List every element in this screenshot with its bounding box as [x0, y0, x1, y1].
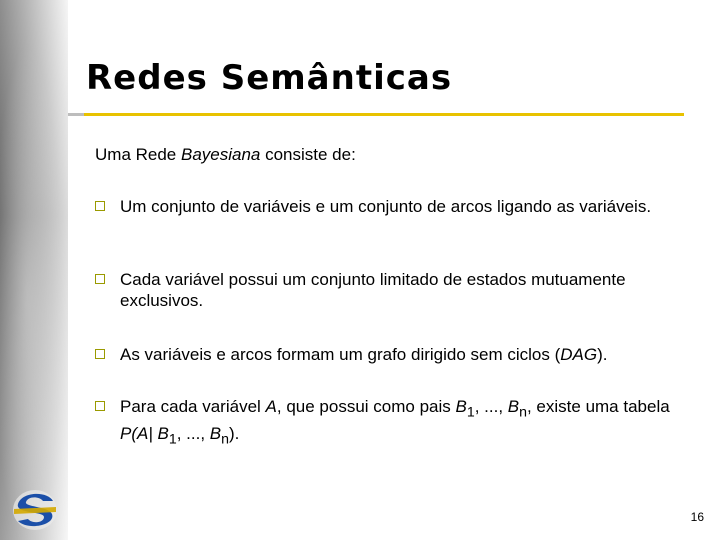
- strip-shade: [0, 0, 68, 540]
- bullet-4-part-2: , que possui como pais: [276, 397, 456, 416]
- slide-title: Redes Semânticas: [86, 58, 453, 98]
- bullet-3-dag: DAG: [560, 345, 598, 364]
- intro-before: Uma Rede: [95, 145, 181, 164]
- bullet-4-sub-1-2: 1: [168, 431, 177, 448]
- bullet-4-ellipsis-2: , ...,: [176, 424, 210, 444]
- bullet-4-var-b1: B: [455, 397, 467, 416]
- square-bullet-icon: [95, 401, 105, 411]
- bullet-4-var-bn: B: [507, 397, 520, 416]
- square-bullet-icon: [95, 349, 105, 359]
- bullet-4-var-bn-2: B: [209, 424, 222, 444]
- bullet-3-part-2: ).: [597, 345, 608, 364]
- square-bullet-icon: [95, 201, 105, 211]
- bullet-3-part-1: As variáveis e arcos formam um grafo dirigido sem ciclos (: [120, 345, 561, 364]
- bullet-4-part-3: , existe uma tabela: [526, 397, 670, 416]
- bullet-4-sub-n-2: n: [221, 431, 229, 448]
- intro-after: consiste de:: [260, 145, 356, 164]
- title-underline-left: [68, 113, 84, 116]
- intro-text: [95, 145, 356, 165]
- bullet-4-var-a: A: [265, 397, 277, 416]
- bullet-4-var-b1-2: B: [157, 424, 169, 444]
- left-decorative-strip: [0, 0, 68, 540]
- bullet-4-sub-1: 1: [466, 404, 475, 421]
- bullet-text-4: [120, 396, 700, 451]
- stylized-s-logo-icon: [8, 487, 62, 533]
- bullet-4-sub-n: n: [519, 404, 527, 421]
- bullet-text-2: Cada variável possui um conjunto limitado de estados mutuamente exclusivos.: [120, 270, 626, 310]
- bullet-text-3: [120, 344, 700, 365]
- page-number: 16: [690, 510, 704, 524]
- bullet-4-ellipsis: , ...,: [474, 397, 508, 416]
- title-underline: [84, 113, 684, 116]
- bullet-4-part-1: Para cada variável: [120, 397, 266, 416]
- intro-italic: Bayesiana: [180, 145, 261, 164]
- bullet-4-end: ).: [229, 424, 240, 444]
- bullet-4-prob: P(A|: [120, 424, 153, 444]
- square-bullet-icon: [95, 274, 105, 284]
- bullet-text-1: Um conjunto de variáveis e um conjunto de arcos ligando as variáveis.: [120, 197, 652, 216]
